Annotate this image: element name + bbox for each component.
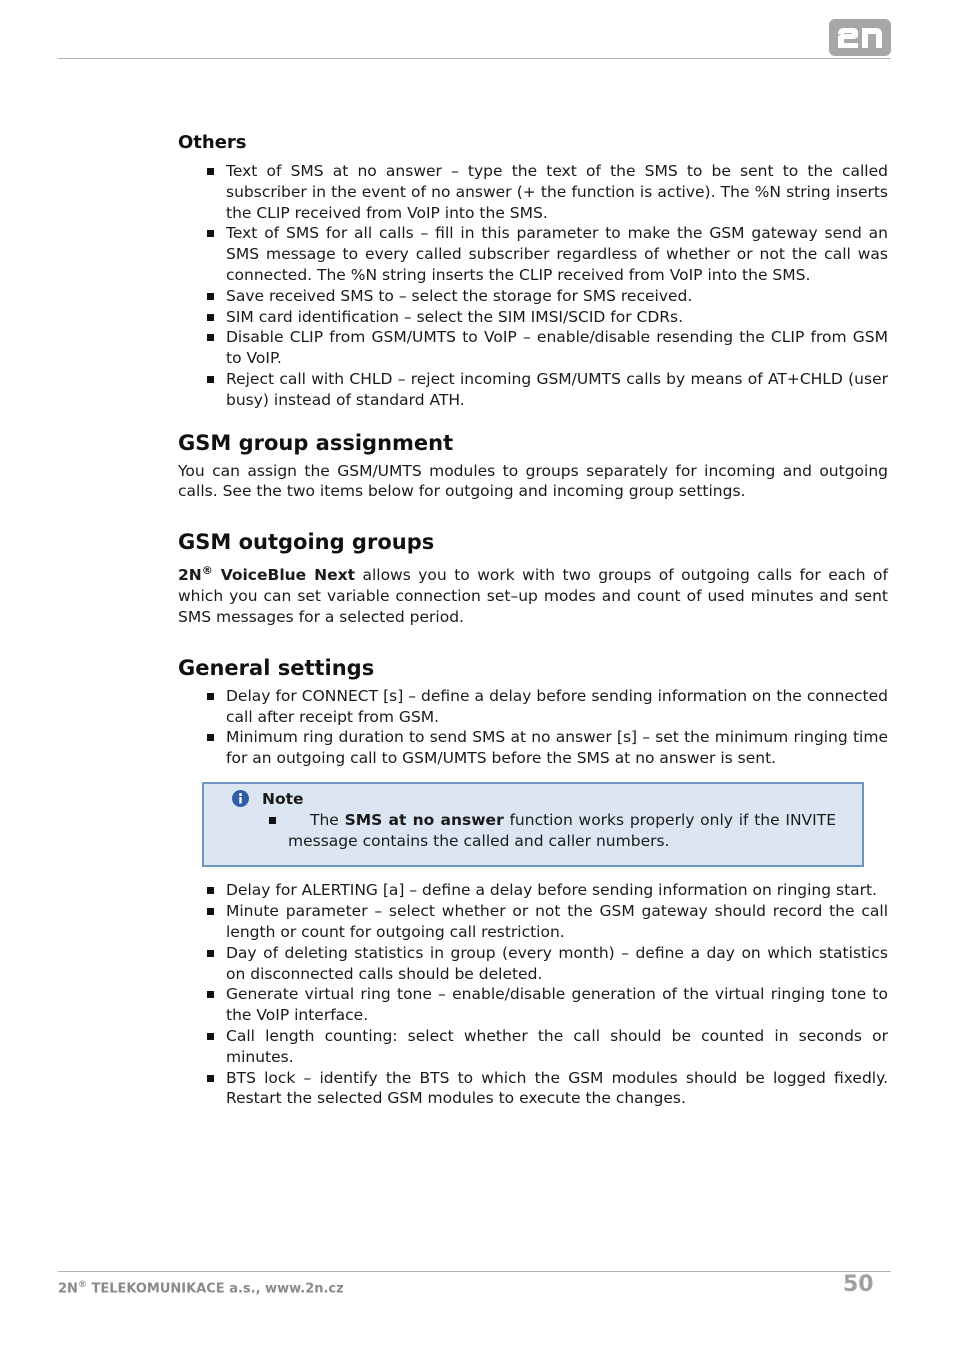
- note-text: The SMS at no answer function works properly only if the INVITE message contains the called and caller numbers.: [208, 810, 836, 852]
- company-logo: [829, 19, 891, 56]
- bullet-square-icon: [207, 1075, 214, 1082]
- list-item: Generate virtual ring tone – enable/disable generation of the virtual ringing tone to the VoIP interface.: [226, 984, 888, 1026]
- footer-divider: [58, 1271, 891, 1272]
- bullet-square-icon: [207, 887, 214, 894]
- bullet-square-icon: [207, 230, 214, 237]
- list-item: Text of SMS for all calls – fill in this parameter to make the GSM gateway send an SMS message to every called subscriber regardless of whether or not the call was connected. The %N string inserts the CLIP received from VoIP into the SMS.: [226, 223, 888, 285]
- header-divider: [58, 58, 891, 59]
- outgoing-groups-text: [178, 561, 888, 628]
- note-box: [202, 782, 864, 868]
- note-title: Note: [262, 789, 304, 808]
- list-item: Save received SMS to – select the storage for SMS received.: [226, 286, 888, 307]
- list-item: Reject call with CHLD – reject incoming GSM/UMTS calls by means of AT+CHLD (user busy) instead of standard ATH.: [226, 369, 888, 411]
- bullet-square-icon: [207, 168, 214, 175]
- general-settings-list-top: [178, 686, 888, 769]
- others-heading: Others: [178, 132, 247, 153]
- bullet-square-icon: [207, 950, 214, 957]
- bullet-square-icon: [207, 991, 214, 998]
- list-item: Day of deleting statistics in group (every month) – define a day on which statistics on disconnected calls should be deleted.: [226, 943, 888, 985]
- bullet-square-icon: [207, 293, 214, 300]
- footer-company: 2N® TELEKOMUNIKACE a.s., www.2n.cz: [58, 1280, 344, 1297]
- bullet-square-icon: [207, 734, 214, 741]
- brand-registered-mark: ®: [201, 564, 213, 578]
- footer-registered-mark: ®: [77, 1280, 87, 1290]
- list-item: BTS lock – identify the BTS to which the GSM modules should be logged fixedly. Restart the selected GSM modules to execute the changes.: [226, 1068, 888, 1110]
- note-header: [232, 788, 836, 810]
- outgoing-groups-description: allows you to work with two groups of outgoing calls for each of which you can set variable connection set–up modes and count of used minutes and sent SMS messages for a selected period.: [178, 566, 888, 626]
- bullet-square-icon: [207, 693, 214, 700]
- bullet-square-icon: [207, 334, 214, 341]
- info-icon: [232, 790, 249, 807]
- page-content: [178, 130, 888, 1109]
- list-item: Minute parameter – select whether or not the GSM gateway should record the call length or count for outgoing call restriction.: [226, 901, 888, 943]
- list-item: Minimum ring duration to send SMS at no answer [s] – set the minimum ringing time for an outgoing call to GSM/UMTS before the SMS at no answer is sent.: [226, 727, 888, 769]
- bullet-square-icon: [207, 1033, 214, 1040]
- list-item: Call length counting: select whether the call should be counted in seconds or minutes.: [226, 1026, 888, 1068]
- bullet-square-icon: [269, 817, 276, 824]
- list-item: Delay for ALERTING [a] – define a delay before sending information on ringing start.: [226, 880, 888, 901]
- general-settings-heading: General settings: [178, 655, 375, 680]
- others-list: [178, 161, 888, 411]
- general-settings-list-bottom: [178, 880, 888, 1109]
- brand-prefix: 2N: [178, 566, 202, 585]
- list-item: Disable CLIP from GSM/UMTS to VoIP – enable/disable resending the CLIP from GSM to VoIP.: [226, 327, 888, 369]
- list-item: Text of SMS at no answer – type the text of the SMS to be sent to the called subscriber in the event of no answer (+ the function is active). The %N string inserts the CLIP received from VoIP into the SMS.: [226, 161, 888, 223]
- 2n-logo-icon: [834, 24, 886, 51]
- bullet-square-icon: [207, 908, 214, 915]
- brand-name: VoiceBlue Next: [212, 566, 355, 585]
- note-emphasis: SMS at no answer: [344, 810, 504, 829]
- group-assignment-heading: GSM group assignment: [178, 430, 454, 455]
- bullet-square-icon: [207, 376, 214, 383]
- list-item: SIM card identification – select the SIM IMSI/SCID for CDRs.: [226, 307, 888, 328]
- bullet-square-icon: [207, 314, 214, 321]
- page-number: 50: [843, 1272, 874, 1297]
- list-item: Delay for CONNECT [s] – define a delay before sending information on the connected call after receipt from GSM.: [226, 686, 888, 728]
- outgoing-groups-heading: GSM outgoing groups: [178, 530, 435, 555]
- group-assignment-text: You can assign the GSM/UMTS modules to groups separately for incoming and outgoing calls. See the two items below for outgoing and incoming group settings.: [178, 461, 888, 501]
